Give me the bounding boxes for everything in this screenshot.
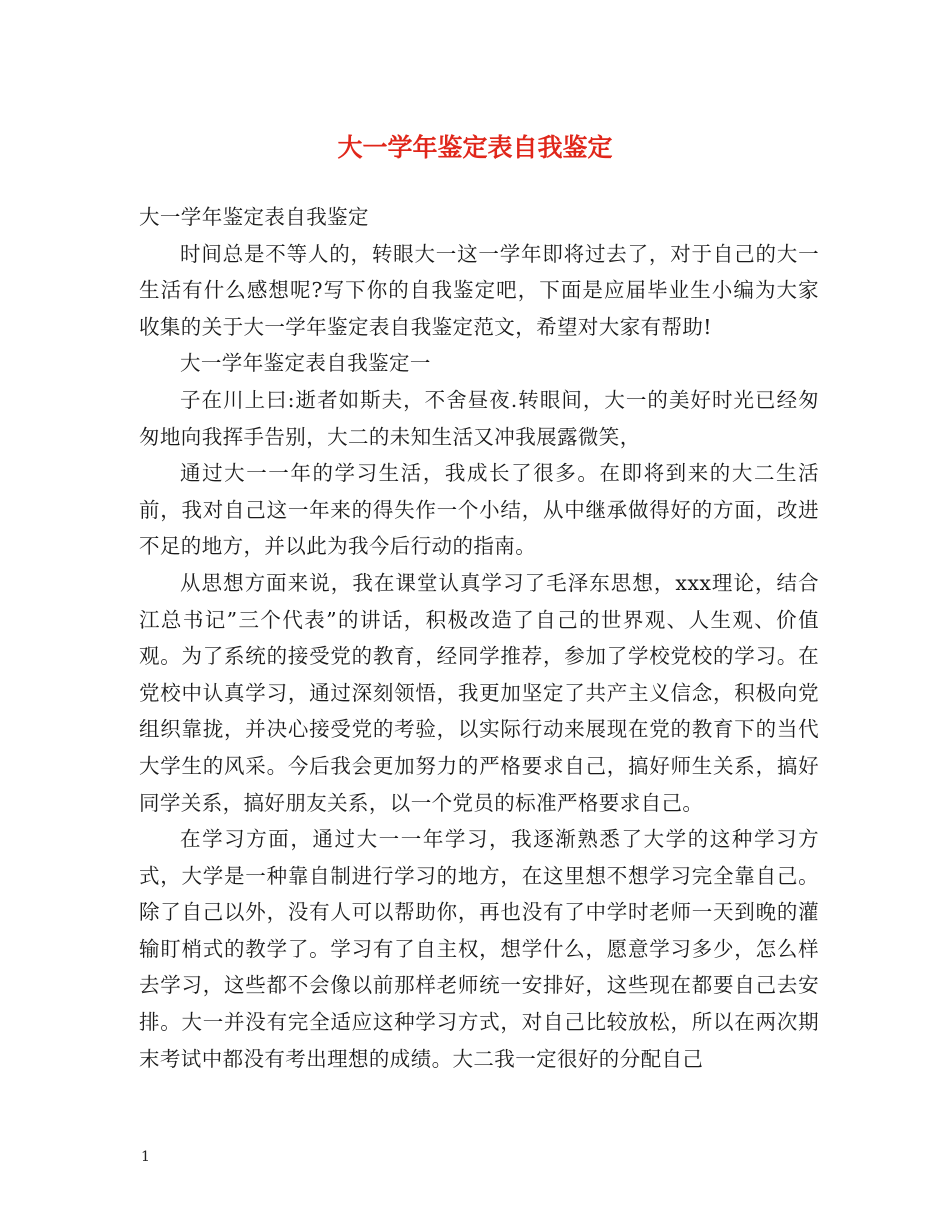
body-paragraph: 通过大一一年的学习生活，我成长了很多。在即将到来的大二生活前，我对自己这一年来的得失作一个小结，从中继承做得好的方面，改进不足的地方，并以此为我今后行动的指南。	[139, 461, 819, 559]
intro-paragraph: 时间总是不等人的，转眼大一这一学年即将过去了，对于自己的大一生活有什么感想呢?写下你的自我鉴定吧，下面是应届毕业生小编为大家收集的关于大一学年鉴定表自我鉴定范文，希望对大家有帮助!	[139, 241, 819, 339]
body-paragraph: 从思想方面来说，我在课堂认真学习了毛泽东思想，xxx理论，结合江总书记”三个代表”的讲话，积极改造了自己的世界观、人生观、价值观。为了系统的接受党的教育，经同学推荐，参加了学校党校的学习。在党校中认真学习，通过深刻领悟，我更加坚定了共产主义信念，积极向党组织靠拢，并决心接受党的考验，以实际行动来展现在党的教育下的当代大学生的风采。今后我会更加努力的严格要求自己，搞好师生关系，搞好同学关系，搞好朋友关系，以一个党员的标准严格要求自己。	[139, 570, 819, 815]
subtitle-paragraph: 大一学年鉴定表自我鉴定	[139, 205, 369, 229]
section-heading: 大一学年鉴定表自我鉴定一	[180, 351, 431, 376]
body-paragraph: 在学习方面，通过大一一年学习，我逐渐熟悉了大学的这种学习方式，大学是一种靠自制进行学习的地方，在这里想不想学习完全靠自己。除了自己以外，没有人可以帮助你，再也没有了中学时老师一天到晚的灌输盯梢式的教学了。学习有了自主权，想学什么，愿意学习多少，怎么样去学习，这些都不会像以前那样老师统一安排好，这些现在都要自己去安排。大一并没有完全适应这种学习方式，对自己比较放松，所以在两次期末考试中都没有考出理想的成绩。大二我一定很好的分配自己	[139, 827, 819, 1071]
body-paragraph: 子在川上曰:逝者如斯夫，不舍昼夜.转眼间，大一的美好时光已经匆匆地向我挥手告别，大二的未知生活又冲我展露微笑，	[139, 387, 819, 449]
document-title: 大一学年鉴定表自我鉴定	[337, 133, 613, 162]
page-number: 1	[141, 1149, 150, 1165]
document-body	[139, 199, 819, 1077]
